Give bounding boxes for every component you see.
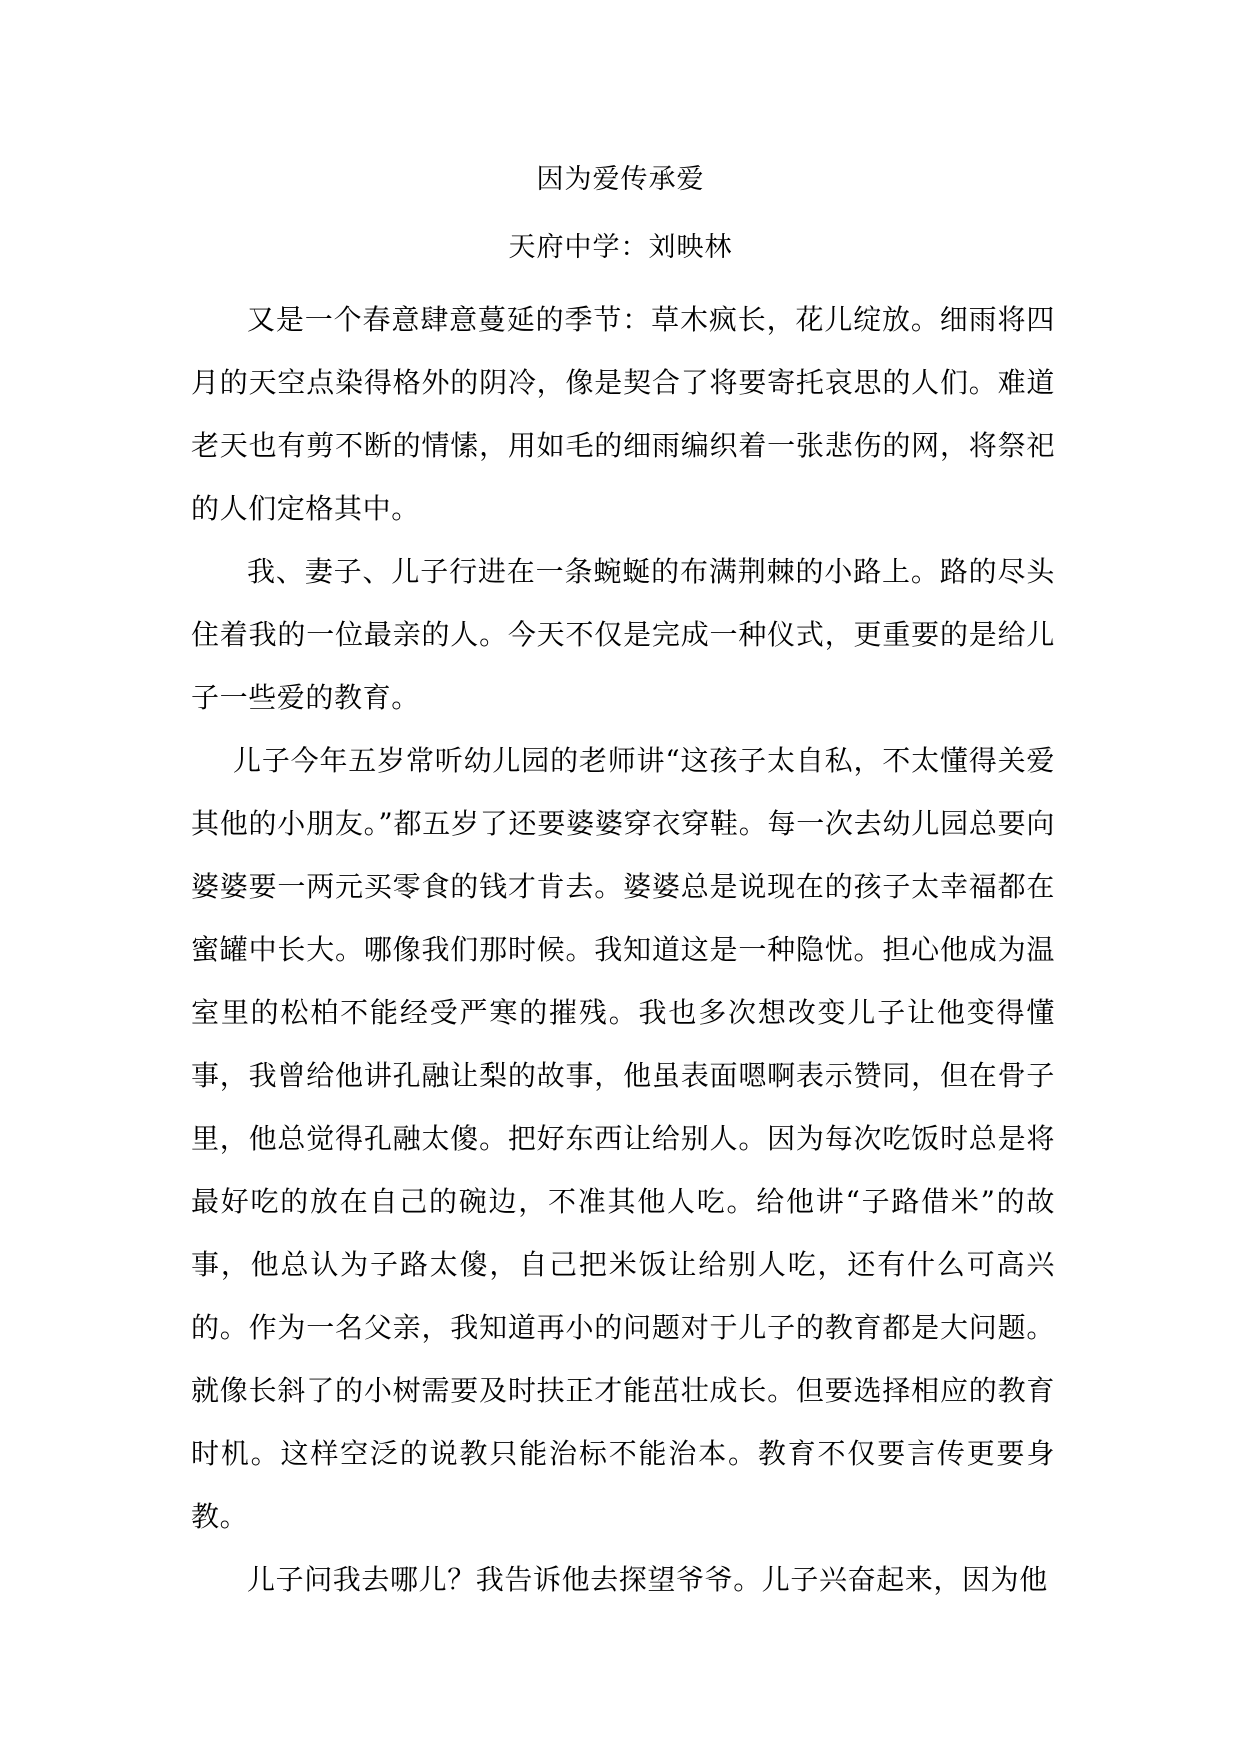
- paragraph-2: 我、妻子、儿子行进在一条蜿蜒的布满荆棘的小路上。路的尽头住着我的一位最亲的人。今天不仅是完成一种仪式，更重要的是给儿子一些爱的教育。: [191, 555, 1055, 714]
- document-body: [191, 288, 1055, 1611]
- paragraph-3: 儿子今年五岁常听幼儿园的老师讲“这孩子太自私，不太懂得关爱其他的小朋友。”都五岁了还要婆婆穿衣穿鞋。每一次去幼儿园总要向婆婆要一两元买零食的钱才肯去。婆婆总是说现在的孩子太幸福都在蜜罐中长大。哪像我们那时候。我知道这是一种隐忧。担心他成为温室里的松柏不能经受严寒的摧残。我也多次想改变儿子让他变得懂事，我曾给他讲孔融让梨的故事，他虽表面嗯啊表示赞同，但在骨子里，他总觉得孔融太傻。把好东西让给别人。因为每次吃饭时总是将最好吃的放在自己的碗边，不准其他人吃。给他讲“子路借米”的故事，他总认为子路太傻，自己把米饭让给别人吃，还有什么可高兴的。作为一名父亲，我知道再小的问题对于儿子的教育都是大问题。就像长斜了的小树需要及时扶正才能茁壮成长。但要选择相应的教育时机。这样空泛的说教只能治标不能治本。教育不仅要言传更要身教。: [191, 744, 1055, 1533]
- author-line: 天府中学：刘映林: [508, 232, 733, 263]
- document-title: 因为爱传承爱: [536, 164, 705, 195]
- paragraph-1: 又是一个春意肆意蔓延的季节：草木疯长，花儿绽放。细雨将四月的天空点染得格外的阴冷，像是契合了将要寄托哀思的人们。难道老天也有剪不断的情愫，用如毛的细雨编织着一张悲伤的网，将祭祀的人们定格其中。: [191, 303, 1055, 525]
- paragraph-4: 儿子问我去哪儿？我告诉他去探望爷爷。儿子兴奋起来，因为他: [247, 1563, 1048, 1596]
